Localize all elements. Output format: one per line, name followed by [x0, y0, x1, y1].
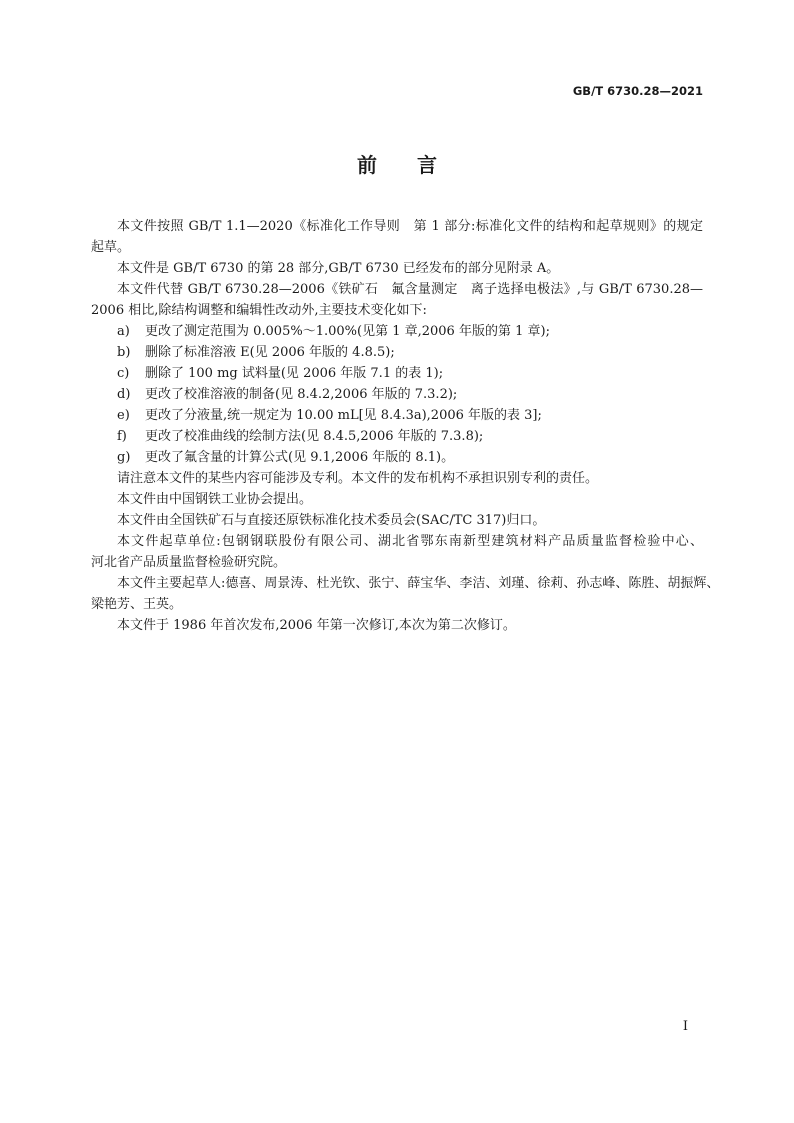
paragraph-patent-notice	[91, 468, 703, 489]
paragraph-technical-committee	[91, 510, 703, 531]
list-item-text: 更改了氟含量的计算公式(见 9.1,2006 年版的 8.1)。	[145, 450, 455, 465]
paragraph-line: 本文件于 1986 年首次发布,2006 年第一次修订,本次为第二次修订。	[117, 618, 516, 633]
paragraph-publication-history	[91, 615, 703, 636]
page-title: 前 言	[357, 153, 447, 177]
list-item	[91, 363, 703, 384]
list-item	[91, 405, 703, 426]
paragraph-line: 本文件按照 GB/T 1.1—2020《标准化工作导则 第 1 部分:标准化文件的结构和起草规则》的规定	[117, 219, 703, 234]
list-item-text: 更改了校准曲线的绘制方法(见 8.4.5,2006 年版的 7.3.8);	[145, 429, 484, 444]
paragraph-line: 本文件主要起草人:德喜、周景涛、杜光钦、张宁、薛宝华、李洁、刘瑾、徐莉、孙志峰、陈胜、胡振辉、	[117, 576, 720, 591]
list-item	[91, 384, 703, 405]
list-item-label: f)	[117, 429, 127, 444]
paragraph-line: 本文件由中国钢铁工业协会提出。	[117, 492, 313, 507]
list-item-label: c)	[117, 366, 130, 381]
paragraph-line: 本文件是 GB/T 6730 的第 28 部分,GB/T 6730 已经发布的部分见附录 A。	[117, 261, 560, 276]
list-item-text: 更改了校准溶液的制备(见 8.4.2,2006 年版的 7.3.2);	[145, 387, 458, 402]
paragraph-line: 本文件由全国铁矿石与直接还原铁标准化技术委员会(SAC/TC 317)归口。	[117, 513, 546, 528]
paragraph-drafting-organizations	[91, 531, 703, 573]
list-item-label: a)	[117, 324, 130, 339]
paragraph-line: 起草。	[91, 240, 131, 255]
list-item-text: 更改了分液量,统一规定为 10.00 mL[见 8.4.3a),2006 年版的表 3];	[145, 408, 542, 423]
list-item-text: 删除了 100 mg 试料量(见 2006 年版 7.1 的表 1);	[145, 366, 444, 381]
list-item	[91, 321, 703, 342]
list-item-text: 更改了测定范围为 0.005%～1.00%(见第 1 章,2006 年版的第 1 章);	[145, 324, 550, 339]
paragraph-drafting-rules	[91, 216, 703, 258]
paragraph-line: 请注意本文件的某些内容可能涉及专利。本文件的发布机构不承担识别专利的责任。	[117, 471, 599, 486]
paragraph-proposed-by	[91, 489, 703, 510]
paragraph-series-part	[91, 258, 703, 279]
list-item-label: g)	[117, 450, 131, 465]
technical-changes-list	[91, 321, 703, 468]
paragraph-line: 梁艳芳、王英。	[91, 597, 183, 612]
preface-body	[91, 216, 720, 636]
paragraph-replaces	[91, 279, 703, 321]
paragraph-drafters	[91, 573, 720, 615]
standard-number-header: GB/T 6730.28—2021	[572, 84, 703, 98]
list-item	[91, 342, 703, 363]
list-item-label: d)	[117, 387, 131, 402]
paragraph-line: 本文件起草单位:包钢钢联股份有限公司、湖北省鄂东南新型建筑材料产品质量监督检验中心、	[117, 534, 703, 549]
paragraph-line: 河北省产品质量监督检验研究院。	[91, 555, 287, 570]
paragraph-line: 本文件代替 GB/T 6730.28—2006《铁矿石 氟含量测定 离子选择电极法》,与 GB/T 6730.28—	[117, 282, 703, 297]
page-number: I	[682, 1019, 688, 1034]
list-item-label: e)	[117, 408, 130, 423]
list-item-label: b)	[117, 345, 131, 360]
list-item-text: 删除了标准溶液 E(见 2006 年版的 4.8.5);	[145, 345, 395, 360]
paragraph-line: 2006 相比,除结构调整和编辑性改动外,主要技术变化如下:	[91, 303, 427, 318]
list-item	[91, 447, 703, 468]
list-item	[91, 426, 703, 447]
